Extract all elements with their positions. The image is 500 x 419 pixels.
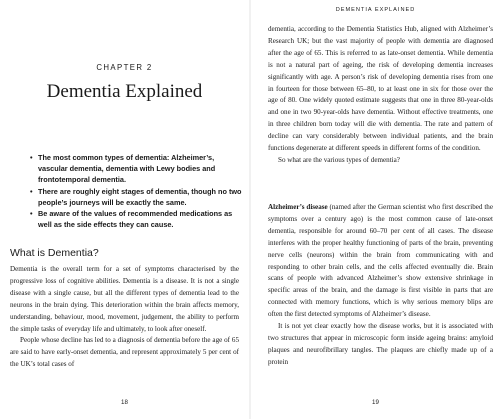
left-body-text <box>10 264 239 371</box>
chapter-label: CHAPTER 2 <box>96 63 153 72</box>
page-number-left: 18 <box>121 399 128 406</box>
section-heading: What is Dementia? <box>10 247 99 259</box>
paragraph: dementia, according to the Dementia Statistics Hub, aligned with Alzheimer’s Research UK; but the vast majority of people with dementia are diagnosed after the age of 65. This is referred to as late-onset dementia. While dementia is not a natural part of ageing, the risk of developing dementia increases significantly with age. A person’s risk of developing dementia rises from one in fourteen for those between 65–80, to at least one in six for those over the age of 80. One widely quoted estimate suggests that one in three 80-year-olds and one in two 90-year-olds have dementia. Without effective treatments, one in three children born today will die with dementia. The rate and pattern of decline can vary considerably between individual patients, and the brain functions degenerate at different speeds in different forms of the condition. <box>268 25 493 153</box>
chapter-title: Dementia Explained <box>46 81 203 102</box>
paragraph: People whose decline has led to a diagnosis of dementia before the age of 65 are said to have early-onset dementia, and represent approximately 5 per cent of the UK’s total cases of <box>10 336 239 369</box>
right-page <box>251 0 500 419</box>
right-body-text-bottom <box>268 202 493 369</box>
key-point: • There are roughly eight stages of dementia, though no two people’s journeys will be exactly the same. <box>30 186 244 208</box>
paragraph-text: (named after the German scientist who first described the symptoms over a century ago) is the most common cause of late-onset dementia, responsible for around 60–70 per cent of all cases. The disease interferes with the proper healthy functioning of parts of the brain, preventing nerve cells (neurons) within the brain from communicating with and responding to other brain cells, and the cells affected eventually die. Brain scans of people with advanced Alzheimer’s show extensive shrinkage in specific areas of the brain, and the damage is first visible in parts that are connected with memory functions, which is why serious memory blips are often the first detected symptoms of Alzheimer’s disease. <box>268 203 493 319</box>
left-page <box>0 0 249 419</box>
paragraph: So what are the various types of dementia? <box>278 155 400 164</box>
key-point: • Be aware of the values of recommended medications as well as the side effects they can cause. <box>30 208 244 230</box>
right-body-text-top <box>268 24 493 167</box>
paragraph: It is not yet clear exactly how the disease works, but it is associated with two structures that appear in microscopic form inside ageing brains: amyloid plaques and neurofibrillary tangles. The plaques are chiefly made up of a protein <box>268 322 493 366</box>
term-bold: Alzheimer’s disease <box>268 203 328 211</box>
running-head: DEMENTIA EXPLAINED <box>335 7 416 13</box>
page-number-right: 19 <box>372 399 379 406</box>
key-points-list <box>30 152 244 231</box>
paragraph: Dementia is the overall term for a set of symptoms characterised by the progressive loss of cognitive abilities. Dementia is a disease. It is not a single disease with a single cause, but all the different types of dementia lead to the neurons in the brain dying. This deterioration within the brain affects memory, understanding, behaviour, mood, movement, judgement, the ability to perform the simple tasks of everyday life and ultimately, to look after oneself. <box>10 265 239 333</box>
paragraph <box>268 202 493 321</box>
key-point: • The most common types of dementia: Alzheimer’s, vascular dementia, dementia with Lewy bodies and frontotemporal dementia. <box>30 152 244 185</box>
